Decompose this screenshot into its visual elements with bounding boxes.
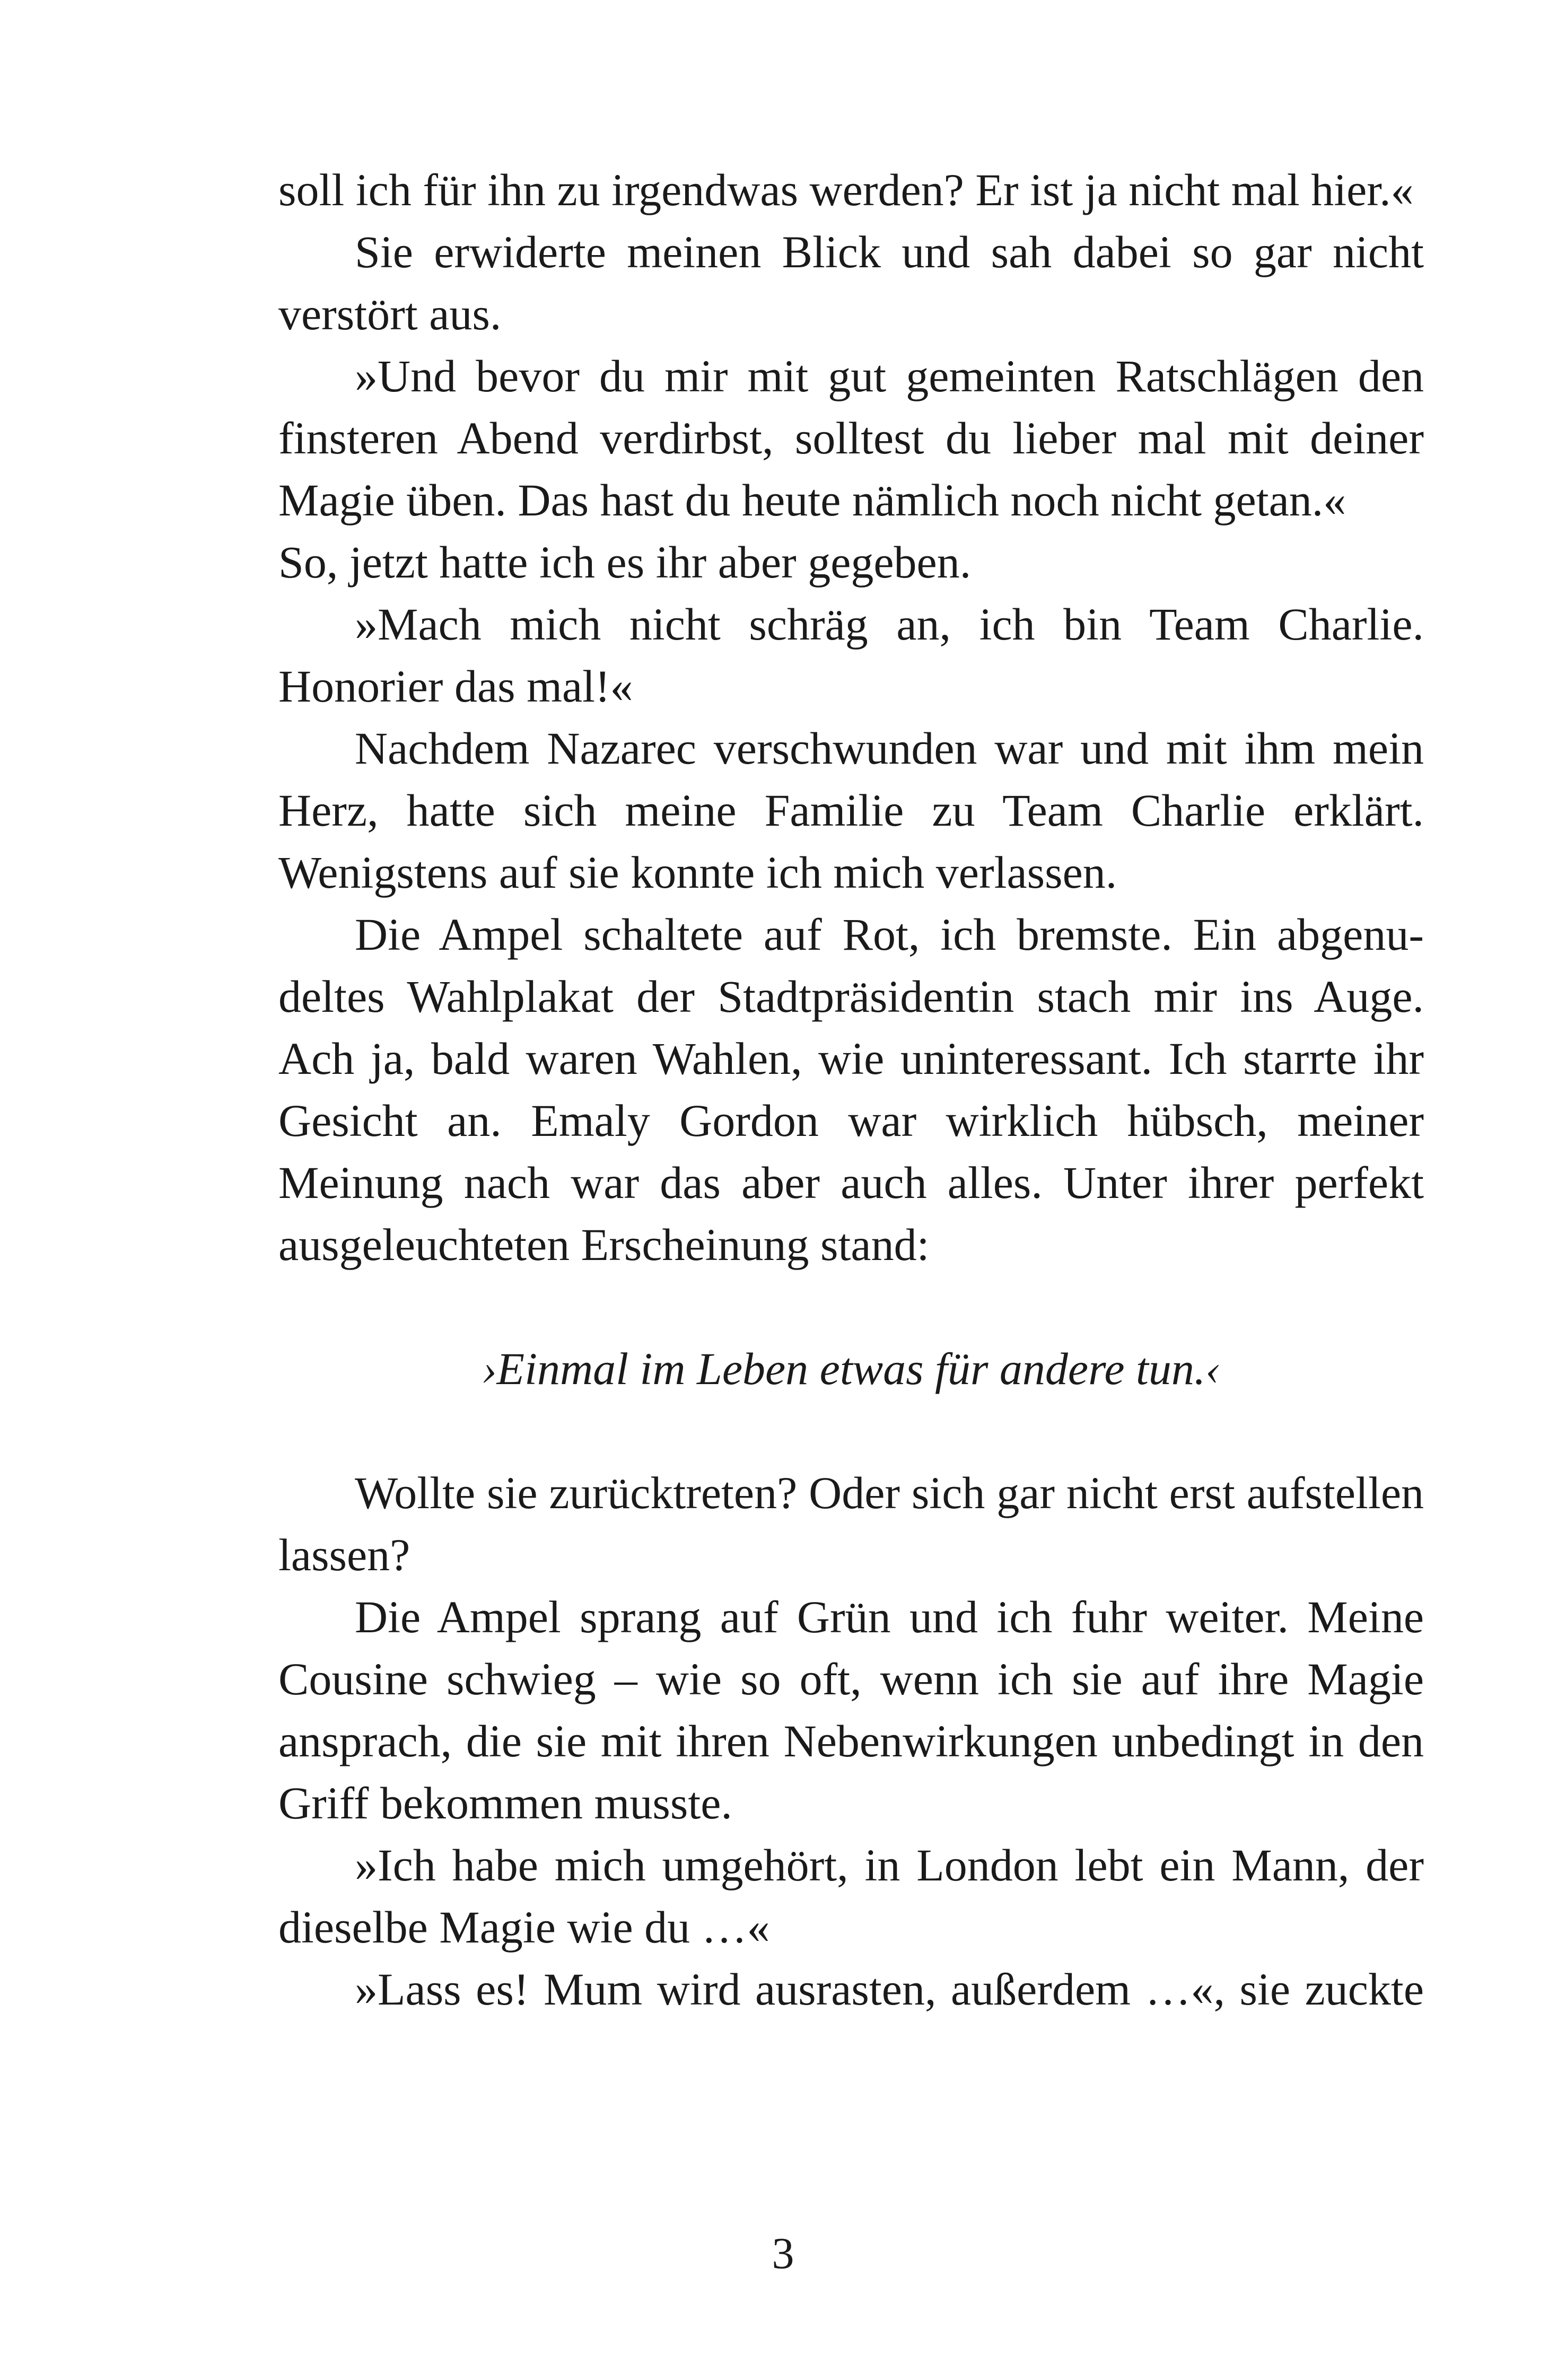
poster-quote: ›Einmal im Leben etwas für andere tun.‹ — [481, 1343, 1221, 1394]
paragraph: So, jetzt hatte ich es ihr aber gegeben. — [278, 537, 972, 588]
body-text — [278, 159, 1424, 2020]
paragraph: Sie erwiderte meinen Blick und sah dabei so gar nicht verstört aus. — [278, 226, 1424, 339]
paragraph-last-line: »Lass es! Mum wird ausrasten, außerdem …«, sie zuckte — [355, 1964, 1424, 2015]
paragraph: Die Ampel sprang auf Grün und ich fuhr weiter. Meine Cousine schwieg – wie so oft, wenn ich sie auf ihre Magie ansprach, die sie mit ihren Nebenwirkungen unbedingt in den Griff bekommen musste. — [278, 1591, 1424, 1828]
paragraph: »Ich habe mich umgehört, in London lebt ein Mann, der dieselbe Magie wie du …« — [278, 1840, 1424, 1953]
paragraph: Nachdem Nazarec verschwunden war und mit ihm mein Herz, hatte sich meine Familie zu Team Charlie erklärt. Wenigstens auf sie konnte ich mich verlassen. — [278, 723, 1424, 898]
paragraph: Die Ampel schaltete auf Rot, ich bremste. Ein abgenudeltes Wahlplakat der Stadtpräsidentin stach mir ins Auge. Ach ja, bald waren Wahlen, wie uninteressant. Ich starrte ihr Gesicht an. Emaly Gordon war wirklich hübsch, meiner Meinung nach war das aber auch alles. Unter ihrer perfekt ausgeleuchteten Erscheinung stand: — [278, 909, 1424, 1270]
paragraph-continuation: soll ich für ihn zu irgendwas werden? Er ist ja nicht mal hier.« — [278, 164, 1414, 215]
paragraph: Wollte sie zurücktreten? Oder sich gar nicht erst aufstellen lassen? — [278, 1467, 1424, 1580]
page-number: 3 — [772, 2229, 794, 2278]
paragraph: »Mach mich nicht schräg an, ich bin Team Charlie. Honorier das mal!« — [278, 599, 1424, 712]
paragraph: »Und bevor du mir mit gut gemeinten Ratschlägen den finsteren Abend verdirbst, solltest du lieber mal mit deiner Magie üben. Das hast du heute nämlich noch nicht getan.« — [278, 351, 1424, 526]
